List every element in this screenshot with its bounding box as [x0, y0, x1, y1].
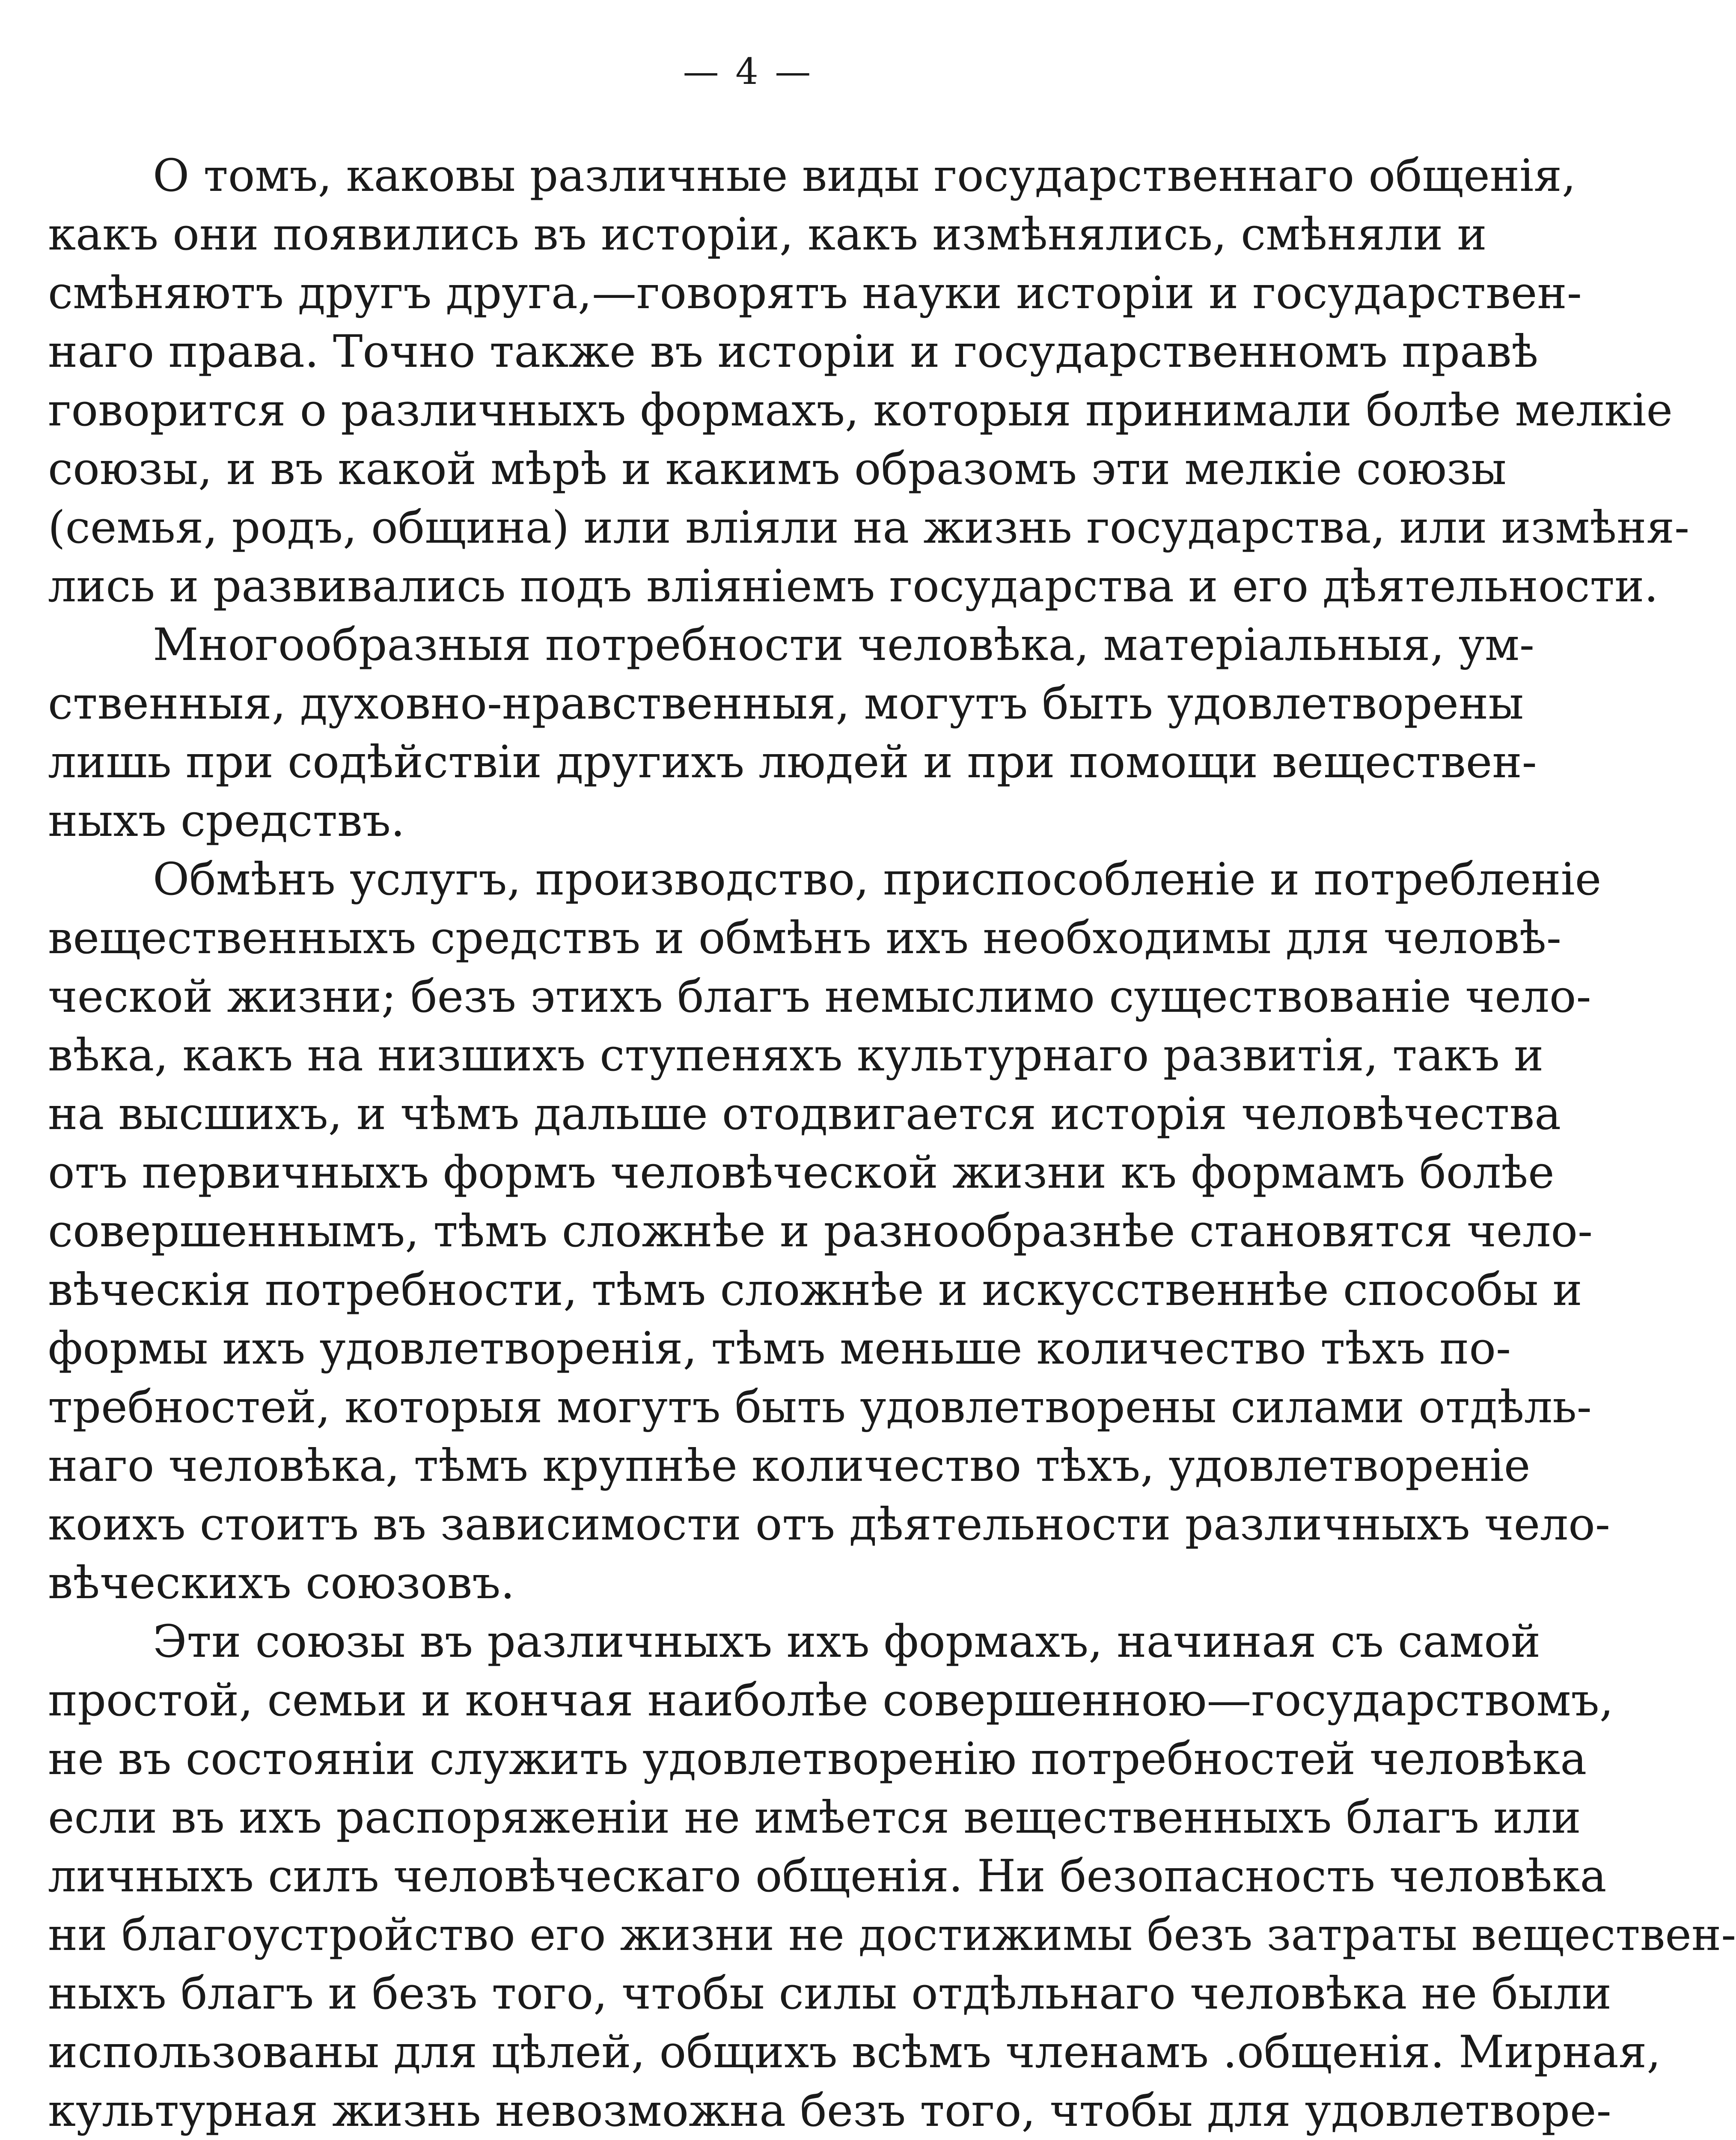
text-line: личныхъ силъ человѣческаго общенія. Ни безопасность человѣка: [48, 1850, 1607, 1902]
text-line: не въ состояніи служить удовлетворенію потребностей человѣка: [48, 1733, 1587, 1785]
text-line: использованы для цѣлей, общихъ всѣмъ членамъ .общенія. Мирная,: [48, 2026, 1661, 2078]
text-line: требностей, которыя могутъ быть удовлетворены силами отдѣль-: [48, 1381, 1592, 1433]
text-line: какъ они появились въ исторіи, какъ измѣнялись, смѣняли и: [48, 208, 1487, 260]
text-line: совершеннымъ, тѣмъ сложнѣе и разнообразнѣе становятся чело-: [48, 1205, 1593, 1257]
text-line: ныхъ благъ и безъ того, чтобы силы отдѣльнаго человѣка не были: [48, 1967, 1612, 2019]
text-line: если въ ихъ распоряженіи не имѣется вещественныхъ благъ или: [48, 1791, 1581, 1843]
text-line: Многообразныя потребности человѣка, матеріальныя, ум-: [153, 618, 1535, 671]
text-line: вѣческія потребности, тѣмъ сложнѣе и искусственнѣе способы и: [48, 1263, 1582, 1316]
text-line: простой, семьи и кончая наиболѣе совершенною—государствомъ,: [48, 1674, 1614, 1726]
text-line: говорится о различныхъ формахъ, которыя принимали болѣе мелкіе: [48, 384, 1673, 436]
text-line: лишь при содѣйствіи другихъ людей и при помощи веществен-: [48, 736, 1537, 788]
text-line: (семья, родъ, община) или вліяли на жизнь государства, или измѣня-: [48, 501, 1690, 553]
text-line: на высшихъ, и чѣмъ дальше отодвигается исторія человѣчества: [48, 1088, 1561, 1140]
text-line: коихъ стоитъ въ зависимости отъ дѣятельности различныхъ чело-: [48, 1498, 1611, 1550]
text-line: [48, 2135, 1456, 2140]
text-line: ственныя, духовно-нравственныя, могутъ быть удовлетворены: [48, 677, 1524, 729]
text-line: вѣческихъ союзовъ.: [48, 1557, 515, 1609]
text-line: ческой жизни; безъ этихъ благъ немыслимо существованіе чело-: [48, 970, 1591, 1022]
text-line: ныхъ средствъ.: [48, 794, 405, 847]
text-line: ни благоустройство его жизни не достижимы безъ затраты веществен-: [48, 1908, 1736, 1961]
text-line: наго права. Точно также въ исторіи и государственномъ правѣ: [48, 325, 1539, 377]
text-line: Эти союзы въ различныхъ ихъ формахъ, начиная съ самой: [153, 1615, 1541, 1667]
text-line: наго человѣка, тѣмъ крупнѣе количество тѣхъ, удовлетвореніе: [48, 1439, 1531, 1492]
text-line: культурная жизнь невозможна безъ того, чтобы для удовлетворе-: [48, 2084, 1611, 2137]
text-line: Обмѣнъ услугъ, производство, приспособленіе и потребленіе: [153, 853, 1602, 905]
text-line: лись и развивались подъ вліяніемъ государства и его дѣятельности.: [48, 560, 1659, 612]
text-line: О томъ, каковы различные виды государственнаго общенія,: [153, 149, 1576, 202]
page-number: — 4 —: [683, 51, 814, 92]
text-line: вѣка, какъ на низшихъ ступеняхъ культурнаго развитія, такъ и: [48, 1029, 1544, 1081]
text-line: смѣняютъ другъ друга,—говорятъ науки исторіи и государствен-: [48, 267, 1582, 319]
text-line: формы ихъ удовлетворенія, тѣмъ меньше количество тѣхъ по-: [48, 1322, 1511, 1374]
text-line: отъ первичныхъ формъ человѣческой жизни къ формамъ болѣе: [48, 1146, 1555, 1198]
text-line: союзы, и въ какой мѣрѣ и какимъ образомъ эти мелкіе союзы: [48, 443, 1507, 495]
text-line: вещественныхъ средствъ и обмѣнъ ихъ необходимы для человѣ-: [48, 912, 1561, 964]
